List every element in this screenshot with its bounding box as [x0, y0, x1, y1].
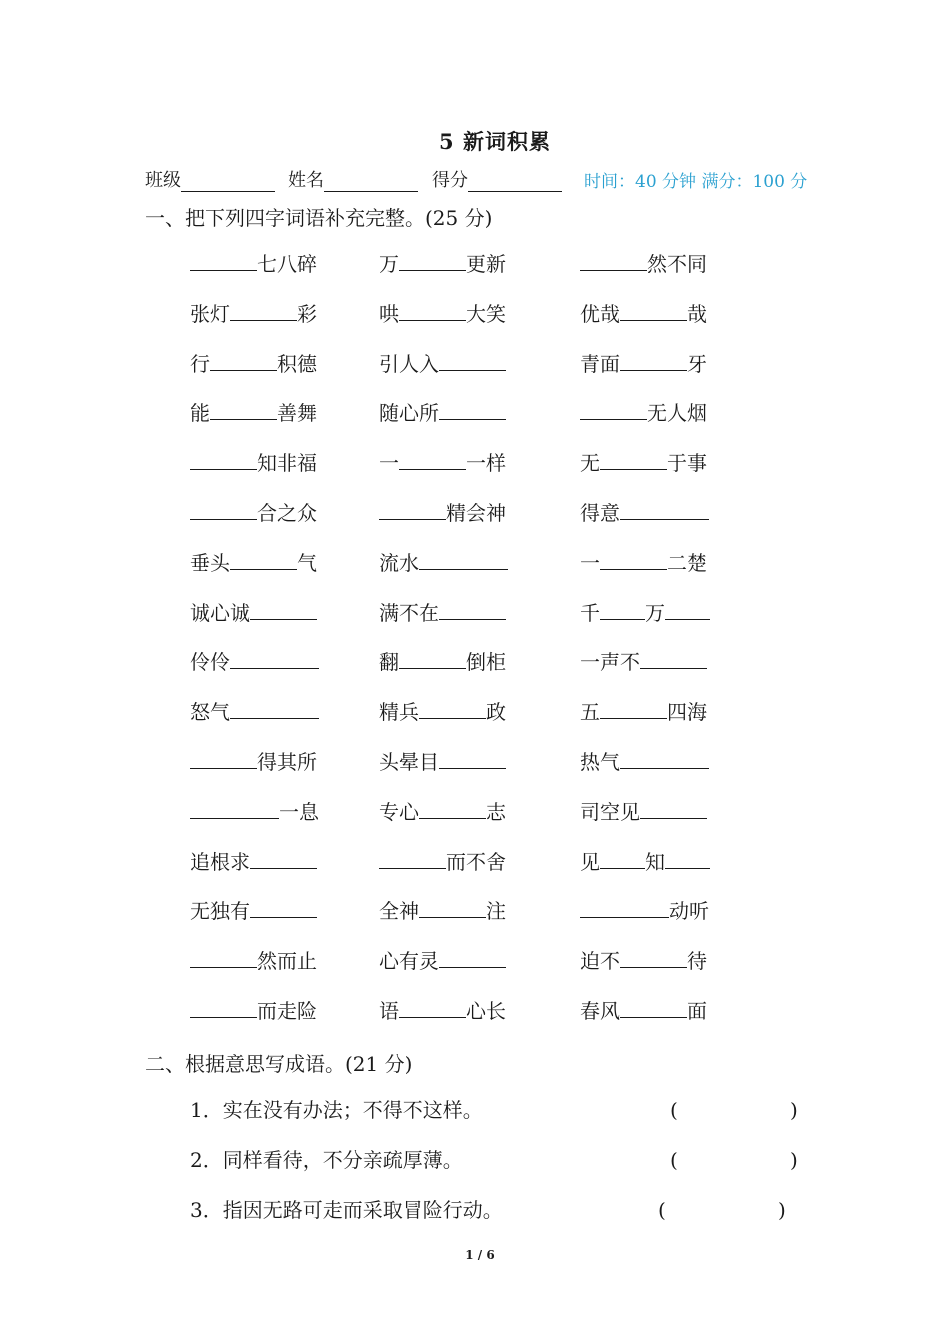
idiom-item — [580, 350, 707, 378]
idiom-text: 无人烟 — [647, 401, 707, 425]
idiom-item — [190, 997, 317, 1025]
idiom-text: 万 — [379, 252, 399, 276]
answer-blank[interactable] — [439, 350, 506, 371]
idiom-item — [580, 599, 710, 627]
idiom-text: 全神 — [379, 899, 419, 923]
idiom-text: 彩 — [297, 302, 317, 326]
class-field[interactable] — [145, 166, 275, 192]
answer-blank[interactable] — [640, 648, 707, 669]
idiom-text: 动听 — [669, 899, 709, 923]
answer-blank[interactable] — [600, 848, 645, 869]
idiom-text: 一息 — [279, 800, 319, 824]
answer-blank[interactable] — [580, 250, 647, 271]
idiom-item — [190, 300, 317, 328]
answer-blank[interactable] — [600, 599, 645, 620]
idiom-text: 待 — [687, 949, 707, 973]
idiom-item — [379, 250, 506, 278]
idiom-text: 倒柜 — [466, 650, 506, 674]
answer-blank[interactable] — [419, 798, 486, 819]
page-title: 5 新词积累 — [439, 129, 551, 154]
idiom-text: 春风 — [580, 999, 620, 1023]
idiom-text: 哄 — [379, 302, 399, 326]
answer-blank[interactable] — [230, 698, 319, 719]
idiom-item — [379, 449, 506, 477]
idiom-text: 心有灵 — [379, 949, 439, 973]
idiom-item — [580, 648, 707, 676]
answer-paren-open[interactable]: ( — [658, 1198, 666, 1222]
score-label: 得分 — [432, 170, 468, 191]
idiom-item — [580, 449, 707, 477]
idiom-text: 青面 — [580, 352, 620, 376]
idiom-text: 合之众 — [257, 501, 317, 525]
idiom-item — [580, 549, 707, 577]
answer-paren-open[interactable]: ( — [670, 1098, 678, 1122]
section1-heading: 一、把下列四字词语补充完整。(25 分) — [145, 206, 493, 230]
idiom-item — [190, 698, 319, 726]
idiom-item — [379, 848, 506, 876]
page-number: 1 / 6 — [465, 1248, 495, 1262]
idiom-item — [190, 748, 317, 776]
student-info-row — [145, 166, 825, 192]
answer-blank[interactable] — [600, 698, 667, 719]
idiom-text: 更新 — [466, 252, 506, 276]
idiom-item — [379, 549, 508, 577]
answer-blank[interactable] — [210, 350, 277, 371]
idiom-item — [580, 897, 709, 925]
idiom-item — [580, 300, 707, 328]
answer-blank[interactable] — [580, 897, 669, 918]
answer-blank[interactable] — [439, 748, 506, 769]
idiom-text: 志 — [486, 800, 506, 824]
idiom-item — [379, 399, 506, 427]
idiom-item — [190, 449, 317, 477]
idiom-text: 而走险 — [257, 999, 317, 1023]
idiom-text: 七八碎 — [257, 252, 317, 276]
idiom-item — [190, 848, 317, 876]
idiom-text: 司空见 — [580, 800, 640, 824]
answer-blank[interactable] — [419, 549, 508, 570]
idiom-item — [580, 947, 707, 975]
answer-blank[interactable] — [439, 399, 506, 420]
idiom-item — [580, 698, 707, 726]
answer-blank[interactable] — [399, 300, 466, 321]
idiom-text: 善舞 — [277, 401, 317, 425]
answer-blank[interactable] — [250, 599, 317, 620]
idiom-text: 诚心诚 — [190, 601, 250, 625]
answer-blank[interactable] — [620, 997, 687, 1018]
idiom-text: 一样 — [466, 451, 506, 475]
idiom-item — [190, 947, 317, 975]
idiom-text: 知非福 — [257, 451, 317, 475]
idiom-item — [580, 748, 709, 776]
answer-paren-close: ) — [790, 1148, 798, 1172]
idiom-text: 伶伶 — [190, 650, 230, 674]
answer-blank[interactable] — [620, 350, 687, 371]
idiom-item — [190, 549, 317, 577]
idiom-text: 二楚 — [667, 551, 707, 575]
idiom-text: 政 — [486, 700, 506, 724]
idiom-text: 怒气 — [190, 700, 230, 724]
class-blank[interactable] — [181, 171, 275, 192]
answer-blank[interactable] — [230, 549, 297, 570]
idiom-item — [190, 648, 319, 676]
answer-blank[interactable] — [399, 250, 466, 271]
answer-paren-close: ) — [778, 1198, 786, 1222]
idiom-text: 无独有 — [190, 899, 250, 923]
idiom-item — [190, 798, 319, 826]
idiom-text: 见 — [580, 850, 600, 874]
question-text: 2．同样看待，不分亲疏厚薄。 — [190, 1148, 463, 1172]
answer-blank[interactable] — [439, 947, 506, 968]
idiom-text: 行 — [190, 352, 210, 376]
idiom-text: 翻 — [379, 650, 399, 674]
answer-blank[interactable] — [640, 798, 707, 819]
idiom-text: 追根求 — [190, 850, 250, 874]
answer-blank[interactable] — [230, 648, 319, 669]
idiom-item — [580, 997, 707, 1025]
class-label: 班级 — [145, 170, 181, 191]
idiom-text: 而不舍 — [446, 850, 506, 874]
idiom-text: 一 — [379, 451, 399, 475]
idiom-item — [379, 300, 506, 328]
answer-paren-close: ) — [790, 1098, 798, 1122]
answer-blank[interactable] — [250, 848, 317, 869]
idiom-text: 知 — [645, 850, 665, 874]
idiom-text: 万 — [645, 601, 665, 625]
idiom-text: 张灯 — [190, 302, 230, 326]
answer-blank[interactable] — [190, 798, 279, 819]
answer-blank[interactable] — [419, 897, 486, 918]
idiom-text: 迫不 — [580, 949, 620, 973]
answer-blank[interactable] — [580, 399, 647, 420]
idiom-text: 精兵 — [379, 700, 419, 724]
idiom-item — [379, 947, 506, 975]
idiom-text: 注 — [486, 899, 506, 923]
idiom-item — [580, 499, 709, 527]
idiom-item — [190, 599, 317, 627]
idiom-item — [379, 748, 506, 776]
answer-blank[interactable] — [600, 449, 667, 470]
idiom-item — [580, 848, 710, 876]
idiom-item — [190, 499, 317, 527]
idiom-item — [379, 897, 506, 925]
answer-blank[interactable] — [600, 549, 667, 570]
idiom-text: 引人入 — [379, 352, 439, 376]
idiom-text: 无 — [580, 451, 600, 475]
idiom-text: 五 — [580, 700, 600, 724]
idiom-text: 垂头 — [190, 551, 230, 575]
score-blank[interactable] — [468, 171, 562, 192]
idiom-text: 积德 — [277, 352, 317, 376]
answer-blank[interactable] — [190, 250, 257, 271]
answer-blank[interactable] — [399, 997, 466, 1018]
idiom-text: 语 — [379, 999, 399, 1023]
section2-heading: 二、根据意思写成语。(21 分) — [145, 1052, 413, 1076]
idiom-item — [379, 698, 506, 726]
name-label: 姓名 — [288, 170, 324, 191]
time-score-info: 时间：40 分钟 满分：100 分 — [584, 172, 808, 192]
idiom-text: 哉 — [687, 302, 707, 326]
idiom-item — [379, 798, 506, 826]
idiom-text: 于事 — [667, 451, 707, 475]
idiom-text: 得其所 — [257, 750, 317, 774]
idiom-text: 精会神 — [446, 501, 506, 525]
answer-blank[interactable] — [620, 300, 687, 321]
idiom-text: 优哉 — [580, 302, 620, 326]
answer-paren-open[interactable]: ( — [670, 1148, 678, 1172]
answer-blank[interactable] — [620, 499, 709, 520]
idiom-text: 大笑 — [466, 302, 506, 326]
idiom-item — [580, 250, 707, 278]
idiom-text: 能 — [190, 401, 210, 425]
idiom-text: 气 — [297, 551, 317, 575]
score-field[interactable] — [432, 166, 562, 192]
idiom-item — [379, 648, 506, 676]
question-3 — [190, 1195, 810, 1225]
answer-blank[interactable] — [419, 698, 486, 719]
answer-blank[interactable] — [250, 897, 317, 918]
idiom-item — [580, 798, 707, 826]
answer-blank[interactable] — [399, 648, 466, 669]
idiom-item — [580, 399, 707, 427]
idiom-item — [190, 897, 317, 925]
question-text: 3．指因无路可走而采取冒险行动。 — [190, 1198, 503, 1222]
idiom-text: 随心所 — [379, 401, 439, 425]
answer-blank[interactable] — [379, 848, 446, 869]
idiom-text: 一声不 — [580, 650, 640, 674]
idiom-item — [379, 350, 506, 378]
idiom-text: 一 — [580, 551, 600, 575]
idiom-text: 流水 — [379, 551, 419, 575]
answer-blank[interactable] — [379, 499, 446, 520]
answer-blank[interactable] — [210, 399, 277, 420]
idiom-item — [190, 350, 317, 378]
question-2 — [190, 1145, 810, 1175]
answer-blank[interactable] — [620, 947, 687, 968]
name-field[interactable] — [288, 166, 418, 192]
answer-blank[interactable] — [190, 748, 257, 769]
name-blank[interactable] — [324, 171, 418, 192]
idiom-item — [379, 499, 506, 527]
answer-blank[interactable] — [439, 599, 506, 620]
idiom-text: 然而止 — [257, 949, 317, 973]
idiom-text: 专心 — [379, 800, 419, 824]
idiom-text: 热气 — [580, 750, 620, 774]
idiom-text: 千 — [580, 601, 600, 625]
idiom-item — [190, 399, 317, 427]
idiom-item — [379, 997, 506, 1025]
question-1 — [190, 1095, 810, 1125]
idiom-text: 四海 — [667, 700, 707, 724]
answer-blank[interactable] — [190, 449, 257, 470]
idiom-text: 心长 — [466, 999, 506, 1023]
idiom-item — [190, 250, 317, 278]
idiom-text: 牙 — [687, 352, 707, 376]
answer-blank[interactable] — [190, 997, 257, 1018]
idiom-text: 面 — [687, 999, 707, 1023]
answer-blank[interactable] — [665, 599, 710, 620]
answer-blank[interactable] — [230, 300, 297, 321]
idiom-text: 然不同 — [647, 252, 707, 276]
answer-blank[interactable] — [399, 449, 466, 470]
answer-blank[interactable] — [620, 748, 709, 769]
answer-blank[interactable] — [665, 848, 710, 869]
idiom-item — [379, 599, 506, 627]
idiom-text: 得意 — [580, 501, 620, 525]
idiom-text: 满不在 — [379, 601, 439, 625]
question-text: 1．实在没有办法；不得不这样。 — [190, 1098, 483, 1122]
answer-blank[interactable] — [190, 499, 257, 520]
idiom-text: 头晕目 — [379, 750, 439, 774]
answer-blank[interactable] — [190, 947, 257, 968]
